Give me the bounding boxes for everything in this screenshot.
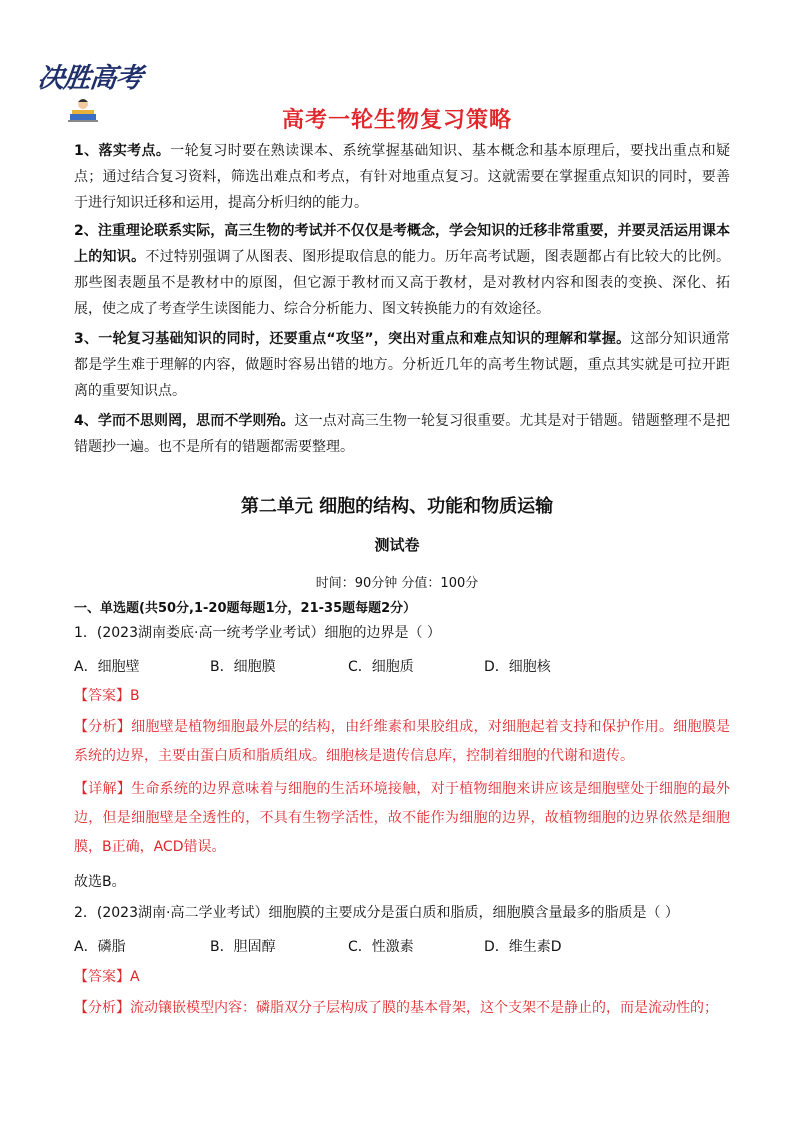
logo-text: 决胜高考: [36, 63, 144, 94]
strategy-text: 不过特别强调了从图表、图形提取信息的能力。历年高考试题，图表题都占有比较大的比例。那些图表题虽不是教材中的原图，但它源于教材而又高于教材，是对教材内容和图表的变换、深化、拓展，使之成了考查学生读图能力、综合分析能力、图文转换能力的有效途径。: [74, 249, 731, 317]
option-d: D．细胞核: [484, 659, 551, 675]
question-2-analysis: [74, 994, 730, 1023]
option-a: A．细胞壁: [74, 659, 140, 675]
strategy-lead: 3、一轮复习基础知识的同时，还要重点“攻坚”，突出对重点和难点知识的理解和掌握。: [74, 331, 631, 347]
question-2-answer: [74, 964, 734, 990]
question-1-detail: [74, 775, 730, 862]
option-c: C．性激素: [348, 939, 414, 955]
option-b: B．细胞膜: [210, 659, 276, 675]
question-1-stem: 1．(2023湖南娄底·高一统考学业考试）细胞的边界是（ ）: [74, 625, 441, 641]
time-score-line: 时间：90分钟 分值：100分: [315, 576, 479, 591]
analysis-text: 细胞壁是植物细胞最外层的结构，由纤维素和果胶组成，对细胞起着支持和保护作用。细胞膜是系统的边界，主要由蛋白质和脂质组成。细胞核是遗传信息库，控制着细胞的代谢和遗传。: [74, 719, 731, 764]
analysis-tag: 【分析】: [74, 1000, 130, 1016]
answer-tag: 【答案】: [74, 969, 130, 985]
detail-tag: 【详解】: [74, 781, 132, 797]
option-c: C．细胞质: [348, 659, 414, 675]
section-heading: 一、单选题(共50分,1-20题每题1分，21-35题每题2分）: [74, 601, 417, 616]
option-d: D．维生素D: [484, 939, 562, 955]
strategy-item-2: [74, 218, 730, 322]
answer-value: A: [130, 969, 140, 985]
analysis-text: 流动镶嵌模型内容：磷脂双分子层构成了膜的基本骨架，这个支架不是静止的，而是流动性的；: [130, 1000, 718, 1016]
option-b: B．胆固醇: [210, 939, 276, 955]
strategy-lead: 1、落实考点。: [74, 143, 171, 159]
analysis-tag: 【分析】: [74, 719, 132, 735]
question-1-conclusion: 故选B。: [74, 874, 126, 890]
test-subtitle: 测试卷: [374, 536, 420, 554]
option-a: A．磷脂: [74, 939, 126, 955]
strategy-text: 一轮复习时要在熟读课本、系统掌握基础知识、基本概念和基本原理后，要找出重点和疑点；通过结合复习资料，筛选出难点和考点，有针对地重点复习。这就需要在掌握重点知识的同时，要善于进行知识迁移和运用，提高分析归纳的能力。: [74, 143, 731, 211]
strategy-text: 这部分知识通常都是学生难于理解的内容，做题时容易出错的地方。分析近几年的高考生物试题，重点其实就是可拉开距离的重要知识点。: [74, 331, 730, 399]
strategy-item-4: [74, 408, 730, 460]
page-title: 高考一轮生物复习策略: [281, 108, 512, 133]
strategy-lead: 2、注重理论联系实际，高三生物的考试并不仅仅是考概念，学会知识的迁移非常重要，并要灵活运用课本上的知识。: [74, 223, 730, 265]
answer-value: B: [130, 688, 140, 704]
unit-title: 第二单元 细胞的结构、功能和物质运输: [240, 496, 554, 517]
strategy-text: 这一点对高三生物一轮复习很重要。尤其是对于错题。错题整理不是把错题抄一遍。也不是所有的错题都需要整理。: [74, 413, 730, 455]
strategy-lead: 4、学而不思则罔，思而不学则殆。: [74, 413, 295, 429]
question-1-analysis: [74, 713, 730, 771]
strategy-item-3: [74, 326, 730, 404]
strategy-item-1: [74, 138, 730, 216]
question-1-answer: [74, 683, 734, 709]
detail-text: 生命系统的边界意味着与细胞的生活环境接触，对于植物细胞来讲应该是细胞壁处于细胞的最外边，但是细胞壁是全透性的，不具有生物学活性，故不能作为细胞的边界，故植物细胞的边界依然是细胞膜，B正确，ACD错误。: [74, 781, 731, 855]
answer-tag: 【答案】: [74, 688, 130, 704]
question-2-stem: 2．(2023湖南·高二学业考试）细胞膜的主要成分是蛋白质和脂质，细胞膜含量最多的脂质是（ ）: [74, 905, 679, 921]
